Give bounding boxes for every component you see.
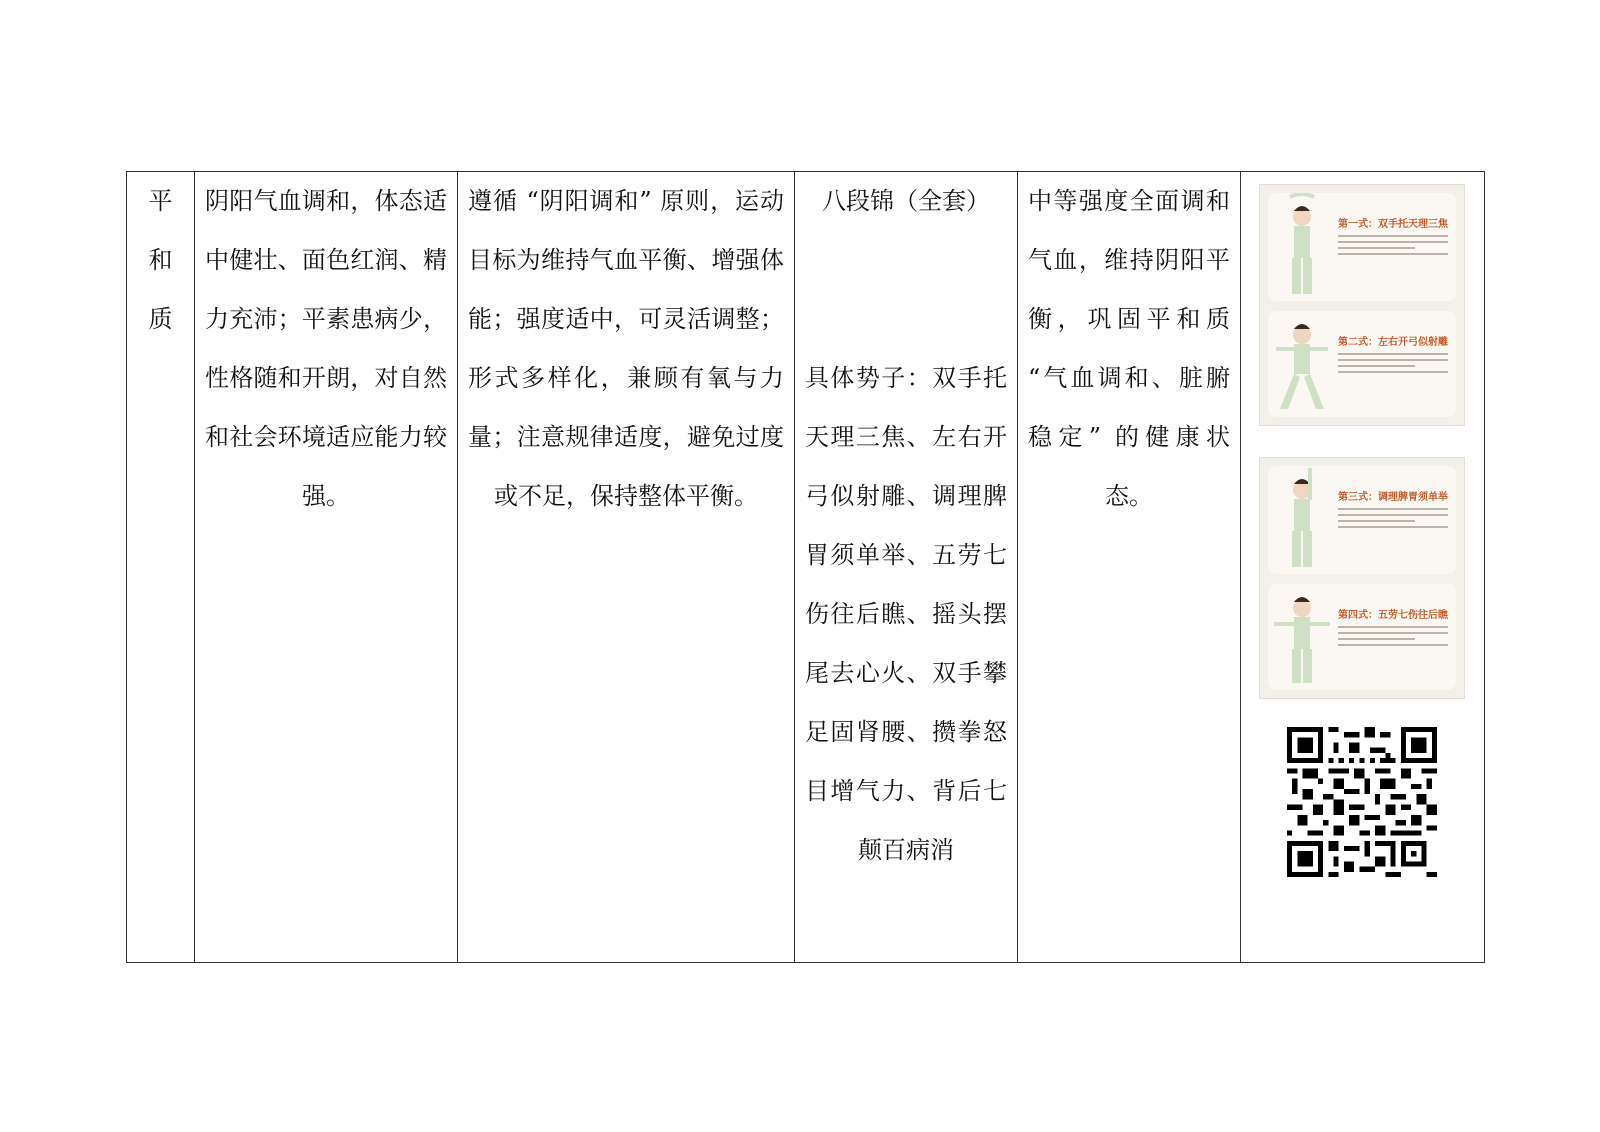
media-cell [1241, 172, 1485, 963]
figure-icon [1272, 311, 1332, 417]
table-row [127, 172, 1485, 963]
card-title: 第二式：左右开弓似射雕 [1338, 337, 1448, 348]
exercise-cell [795, 172, 1018, 963]
card-title: 第三式：调理脾胃须单举 [1338, 492, 1448, 503]
effect-cell [1018, 172, 1241, 963]
effect-text: 中等强度全面调和气血，维持阴阳平衡，巩固平和质 “气血调和、脏腑稳定” 的健康状态。 [1028, 187, 1230, 510]
type-char: 平 [148, 187, 173, 215]
type-cell [127, 172, 195, 963]
qr-code-icon[interactable] [1287, 727, 1437, 877]
card-form-4 [1268, 584, 1456, 690]
baduanjin-illustration-1 [1259, 184, 1465, 426]
card-title: 第四式：五劳七伤往后瞧 [1338, 610, 1448, 621]
features-text: 阴阳气血调和，体态适中健壮、面色红润、精力充沛；平素患病少，性格随和开朗，对自然和社会环境适应能力较强。 [205, 187, 447, 510]
features-cell [195, 172, 458, 963]
constitution-table [126, 171, 1485, 963]
type-char: 和 [148, 246, 173, 274]
figure-icon [1272, 584, 1332, 690]
figure-icon [1272, 466, 1332, 574]
exercise-body: 具体势子：双手托天理三焦、左右开弓似射雕、调理脾胃须单举、五劳七伤往后瞧、摇头摆尾去心火、双手攀足固肾腰、攒拳怒目增气力、背后七颠百病消 [805, 364, 1007, 864]
baduanjin-illustration-2 [1259, 457, 1465, 699]
figure-icon [1272, 193, 1332, 301]
card-title: 第一式：双手托天理三焦 [1338, 219, 1448, 230]
card-form-1 [1268, 193, 1456, 301]
card-form-3 [1268, 466, 1456, 574]
principles-text: 遵循 “阴阳调和” 原则，运动目标为维持气血平衡、增强体能；强度适中，可灵活调整；形式多样化，兼顾有氧与力量；注意规律适度，避免过度或不足，保持整体平衡。 [468, 187, 784, 510]
card-form-2 [1268, 311, 1456, 417]
type-char: 质 [148, 305, 173, 333]
principles-cell [458, 172, 795, 963]
exercise-title: 八段锦（全套） [822, 187, 990, 215]
